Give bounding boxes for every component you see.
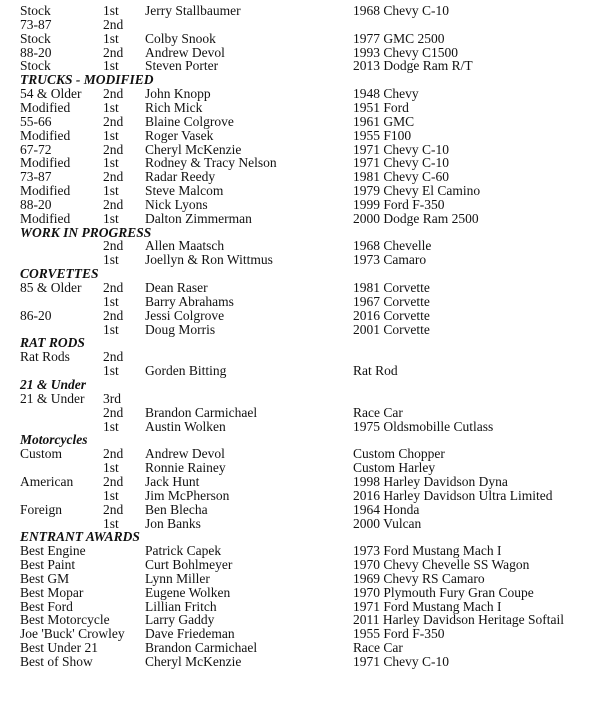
vehicle: 2001 Corvette (353, 321, 430, 337)
result-row (0, 198, 600, 212)
winner-name: Brandon Carmichael (145, 640, 258, 656)
placement: 1st (103, 418, 119, 434)
vehicle: 1968 Chevy C-10 (353, 3, 449, 18)
award-row (0, 613, 600, 627)
vehicle: 1951 Ford (353, 99, 409, 115)
winner-name: Cheryl McKenzie (145, 654, 242, 669)
class-label: Stock (20, 3, 51, 18)
placement: 2nd (103, 16, 124, 32)
placement: 1st (103, 515, 119, 531)
vehicle: 2016 Harley Davidson Ultra Limited (353, 487, 553, 503)
award-name: Best Ford (20, 598, 73, 614)
vehicle: 1955 F100 (353, 127, 412, 143)
placement: 1st (103, 210, 119, 226)
class-label: 88-20 (20, 44, 52, 60)
winner-name: Roger Vasek (145, 127, 214, 143)
section-heading: WORK IN PROGRESS (20, 224, 152, 240)
award-row (0, 558, 600, 572)
class-label: Rat Rods (20, 349, 70, 365)
result-row (0, 295, 600, 309)
vehicle: 2000 Dodge Ram 2500 (353, 210, 479, 226)
class-label: 55-66 (20, 113, 52, 129)
placement: 2nd (103, 169, 124, 185)
award-name: Best Mopar (20, 584, 84, 600)
result-row (0, 364, 600, 378)
class-label: 85 & Older (20, 280, 82, 295)
placement: 2nd (103, 113, 124, 129)
class-label: Modified (20, 183, 71, 198)
result-row (0, 170, 600, 184)
result-row (0, 143, 600, 157)
result-row (0, 129, 600, 143)
winner-name: Jim McPherson (145, 487, 230, 503)
winner-name: Allen Maatsch (145, 238, 225, 254)
vehicle: 1964 Honda (353, 501, 420, 517)
section-heading: 21 & Under (20, 377, 87, 392)
placement: 1st (103, 293, 119, 309)
winner-name: Ronnie Rainey (145, 460, 226, 476)
winner-name: Dean Raser (145, 280, 208, 295)
winner-name: Jon Banks (145, 515, 201, 531)
class-label: 73-87 (20, 16, 52, 32)
class-label: Custom (20, 446, 63, 462)
vehicle: 1967 Corvette (353, 293, 430, 309)
award-row (0, 641, 600, 655)
winner-name: Dalton Zimmerman (145, 210, 252, 226)
placement: 2nd (103, 280, 124, 295)
vehicle: 1981 Chevy C-60 (353, 169, 449, 185)
placement: 1st (103, 127, 119, 143)
vehicle: 1979 Chevy El Camino (353, 183, 481, 198)
vehicle: Custom Chopper (353, 446, 445, 462)
winner-name: Colby Snook (145, 30, 216, 46)
award-row (0, 586, 600, 600)
placement: 2nd (103, 404, 124, 420)
result-row (0, 156, 600, 170)
result-row (0, 406, 600, 420)
winner-name: Patrick Capek (145, 543, 222, 559)
winner-name: Curt Bohlmeyer (145, 557, 233, 572)
winner-name: Andrew Devol (145, 44, 225, 60)
placement: 1st (103, 155, 119, 171)
vehicle: 1971 Chevy C-10 (353, 141, 449, 157)
winner-name: Doug Morris (145, 321, 216, 337)
vehicle: 1971 Chevy C-10 (353, 155, 449, 171)
class-label: 73-87 (20, 169, 52, 185)
winner-name: John Knopp (145, 86, 211, 102)
winner-name: Cheryl McKenzie (145, 141, 242, 157)
placement: 2nd (103, 44, 124, 60)
result-row (0, 87, 600, 101)
award-name: Joe 'Buck' Crowley (20, 626, 125, 642)
vehicle: 1948 Chevy (353, 86, 419, 102)
class-label: Foreign (20, 501, 62, 517)
vehicle: 1993 Chevy C1500 (353, 44, 459, 60)
winner-name: Ben Blecha (145, 501, 208, 517)
vehicle: 1998 Harley Davidson Dyna (353, 473, 508, 489)
result-row (0, 281, 600, 295)
winner-name: Eugene Wolken (145, 584, 231, 600)
result-row (0, 350, 600, 364)
result-row (0, 392, 600, 406)
result-row (0, 101, 600, 115)
class-label: Modified (20, 210, 71, 226)
vehicle: Race Car (353, 640, 403, 656)
vehicle: Rat Rod (353, 363, 398, 379)
placement: 2nd (103, 307, 124, 323)
placement: 2nd (103, 238, 124, 254)
placement: 2nd (103, 196, 124, 212)
result-row (0, 503, 600, 517)
class-label: Modified (20, 127, 71, 143)
placement: 2nd (103, 141, 124, 157)
winner-name: Jerry Stallbaumer (145, 3, 241, 18)
result-row (0, 461, 600, 475)
winner-name: Gorden Bitting (145, 363, 227, 379)
placement: 3rd (103, 390, 121, 406)
placement: 1st (103, 460, 119, 476)
placement: 1st (103, 183, 119, 198)
vehicle: 1975 Oldsmobille Cutlass (353, 418, 494, 434)
result-row (0, 420, 600, 434)
result-row (0, 447, 600, 461)
winner-name: Jessi Colgrove (145, 307, 225, 323)
class-label: 54 & Older (20, 86, 82, 102)
vehicle: 1973 Ford Mustang Mach I (353, 543, 502, 559)
result-row (0, 46, 600, 60)
vehicle: 1955 Ford F-350 (353, 626, 445, 642)
placement: 1st (103, 252, 119, 268)
placement: 2nd (103, 501, 124, 517)
section-heading: TRUCKS - MODIFIED (20, 72, 154, 88)
award-name: Best Paint (20, 557, 76, 572)
result-row (0, 115, 600, 129)
winner-name: Radar Reedy (145, 169, 216, 185)
result-row (0, 475, 600, 489)
award-name: Best of Show (20, 654, 93, 669)
winner-name: Jack Hunt (145, 473, 200, 489)
vehicle: 1969 Chevy RS Camaro (353, 570, 485, 586)
winner-name: Joellyn & Ron Wittmus (145, 252, 273, 268)
vehicle: 1971 Ford Mustang Mach I (353, 598, 502, 614)
result-row (0, 489, 600, 503)
placement: 1st (103, 363, 119, 379)
class-label: Modified (20, 99, 71, 115)
class-label: 67-72 (20, 141, 52, 157)
vehicle: Custom Harley (353, 460, 436, 476)
result-row (0, 212, 600, 226)
winner-name: Steven Porter (145, 58, 219, 74)
placement: 1st (103, 3, 119, 18)
result-row (0, 309, 600, 323)
award-name: Best GM (20, 570, 70, 586)
result-row (0, 4, 600, 18)
vehicle: 2016 Corvette (353, 307, 430, 323)
winner-name: Austin Wolken (145, 418, 226, 434)
placement: 1st (103, 321, 119, 337)
winner-name: Rodney & Tracy Nelson (145, 155, 277, 171)
winner-name: Brandon Carmichael (145, 404, 258, 420)
result-row (0, 18, 600, 32)
vehicle: 1971 Chevy C-10 (353, 654, 449, 669)
winner-name: Dave Friedeman (145, 626, 235, 642)
section-heading: Motorcycles (20, 432, 88, 448)
class-label: Modified (20, 155, 71, 171)
winner-name: Nick Lyons (145, 196, 208, 212)
result-row (0, 323, 600, 337)
section-heading: CORVETTES (20, 266, 99, 282)
result-row (0, 184, 600, 198)
award-row (0, 572, 600, 586)
vehicle: 1981 Corvette (353, 280, 430, 295)
class-label: Stock (20, 58, 51, 74)
vehicle: 1970 Plymouth Fury Gran Coupe (353, 584, 534, 600)
placement: 2nd (103, 86, 124, 102)
winner-name: Lynn Miller (145, 570, 210, 586)
winner-name: Blaine Colgrove (145, 113, 234, 129)
vehicle: 2013 Dodge Ram R/T (353, 58, 473, 74)
entrant-awards-heading: ENTRANT AWARDS (20, 529, 140, 545)
class-label: Stock (20, 30, 51, 46)
vehicle: 1977 GMC 2500 (353, 30, 445, 46)
award-name: Best Motorcycle (20, 612, 110, 628)
winner-name: Barry Abrahams (145, 293, 234, 309)
award-name: Best Engine (20, 543, 86, 559)
vehicle: 2011 Harley Davidson Heritage Softail (353, 612, 564, 628)
vehicle: 1970 Chevy Chevelle SS Wagon (353, 557, 530, 572)
placement: 2nd (103, 446, 124, 462)
winner-name: Lillian Fritch (145, 598, 217, 614)
result-row (0, 59, 600, 73)
placement: 1st (103, 58, 119, 74)
placement: 1st (103, 487, 119, 503)
vehicle: 1999 Ford F-350 (353, 196, 445, 212)
vehicle: Race Car (353, 404, 403, 420)
winner-name: Steve Malcom (145, 183, 224, 198)
winner-name: Rich Mick (145, 99, 203, 115)
placement: 2nd (103, 349, 124, 365)
placement: 1st (103, 99, 119, 115)
award-name: Best Under 21 (20, 640, 98, 656)
placement: 2nd (103, 473, 124, 489)
winner-name: Larry Gaddy (145, 612, 215, 628)
winner-name: Andrew Devol (145, 446, 225, 462)
vehicle: 2000 Vulcan (353, 515, 422, 531)
placement: 1st (103, 30, 119, 46)
class-label: American (20, 473, 74, 489)
class-label: 21 & Under (20, 390, 85, 406)
result-row (0, 239, 600, 253)
award-row (0, 655, 600, 669)
class-label: 88-20 (20, 196, 52, 212)
vehicle: 1973 Camaro (353, 252, 427, 268)
vehicle: 1961 GMC (353, 113, 415, 129)
section-heading: RAT RODS (20, 335, 85, 351)
class-label: 86-20 (20, 307, 52, 323)
vehicle: 1968 Chevelle (353, 238, 432, 254)
result-row (0, 32, 600, 46)
